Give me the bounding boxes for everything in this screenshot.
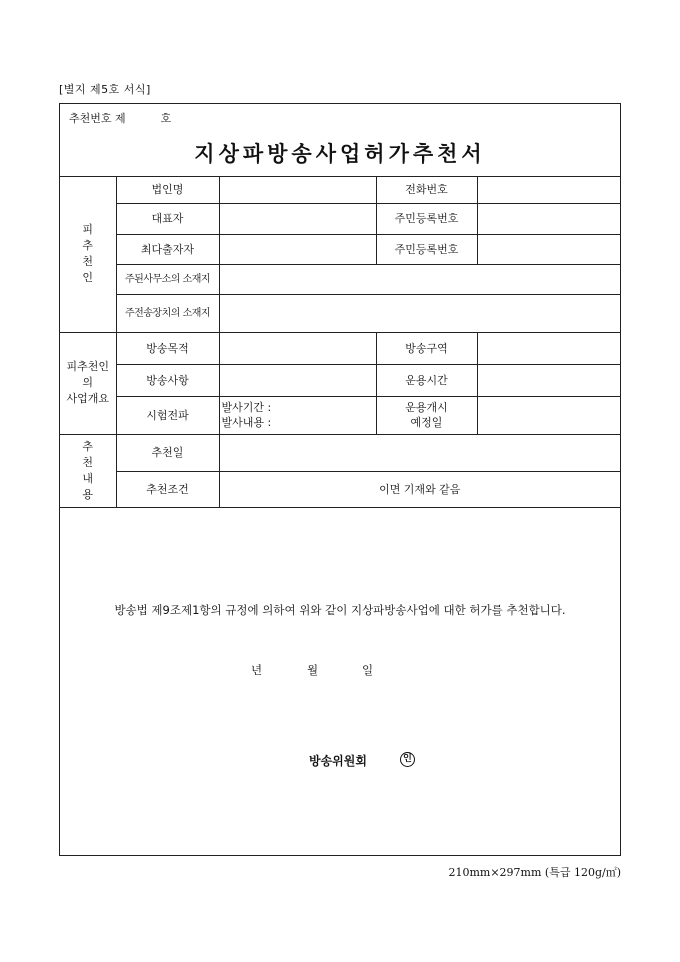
- planned-start-field[interactable]: [477, 396, 620, 434]
- document-title: 지상파방송사업허가추천서: [194, 141, 486, 166]
- month-label: 월: [307, 663, 319, 677]
- main-office-label: 주된사무소의 소재지: [116, 264, 219, 294]
- resident-number-label: 주민등록번호: [376, 203, 477, 234]
- emit-content-label: 발사내용 :: [221, 416, 272, 429]
- recommendation-date-field[interactable]: [219, 434, 620, 471]
- broadcast-purpose-field[interactable]: [219, 332, 376, 364]
- largest-investor-label: 최다출자자: [116, 234, 219, 264]
- recommendation-date-label: 추천일: [116, 434, 219, 471]
- overview-section-label: 피추천인 의 사업개요: [60, 332, 116, 434]
- paper-spec: 210mm×297mm (특급 120g/㎡): [448, 866, 621, 879]
- phone-label: 전화번호: [376, 176, 477, 203]
- test-radio-field[interactable]: [219, 396, 376, 434]
- representative-field[interactable]: [219, 203, 376, 234]
- phone-field[interactable]: [477, 176, 620, 203]
- representative-label: 대표자: [116, 203, 219, 234]
- broadcast-area-field[interactable]: [477, 332, 620, 364]
- operating-hours-field[interactable]: [477, 364, 620, 396]
- form-header: [60, 104, 620, 177]
- investor-resident-number-field[interactable]: [477, 234, 620, 264]
- year-label: 년: [251, 663, 263, 677]
- main-office-field[interactable]: [219, 264, 620, 294]
- content-section-label: 추 천 내 용: [60, 434, 116, 507]
- conditions-value: 이면 기재와 같음: [219, 471, 620, 507]
- statement-area: [60, 514, 620, 855]
- form-number-label: [별지 제5호 서식]: [59, 83, 151, 96]
- largest-investor-field[interactable]: [219, 234, 376, 264]
- broadcast-matters-field[interactable]: [219, 364, 376, 396]
- recommendee-section-label: 피 추 천 인: [60, 176, 116, 332]
- emit-period-label: 발사기간 :: [221, 401, 272, 414]
- day-label: 일: [362, 663, 374, 677]
- recommendation-number: 추천번호 제 호: [69, 112, 172, 125]
- resident-number-label-2: 주민등록번호: [376, 234, 477, 264]
- form-table: [60, 176, 620, 508]
- main-transmitter-field[interactable]: [219, 294, 620, 332]
- test-radio-label: 시험전파: [116, 396, 219, 434]
- operating-hours-label: 운용시간: [376, 364, 477, 396]
- main-transmitter-label: 주전송장치의 소재지: [116, 294, 219, 332]
- issuer-name: 방송위원회: [309, 754, 367, 768]
- broadcast-area-label: 방송구역: [376, 332, 477, 364]
- planned-start-label: 운용개시 예정일: [376, 396, 477, 434]
- seal-icon: 인: [400, 752, 415, 767]
- representative-resident-number-field[interactable]: [477, 203, 620, 234]
- statement-text: 방송법 제9조제1항의 규정에 의하여 위와 같이 지상파방송사업에 대한 허가를 추천합니다.: [114, 603, 566, 617]
- broadcast-matters-label: 방송사항: [116, 364, 219, 396]
- recommendation-form: [59, 103, 621, 856]
- broadcast-purpose-label: 방송목적: [116, 332, 219, 364]
- corp-name-label: 법인명: [116, 176, 219, 203]
- corp-name-field[interactable]: [219, 176, 376, 203]
- conditions-label: 추천조건: [116, 471, 219, 507]
